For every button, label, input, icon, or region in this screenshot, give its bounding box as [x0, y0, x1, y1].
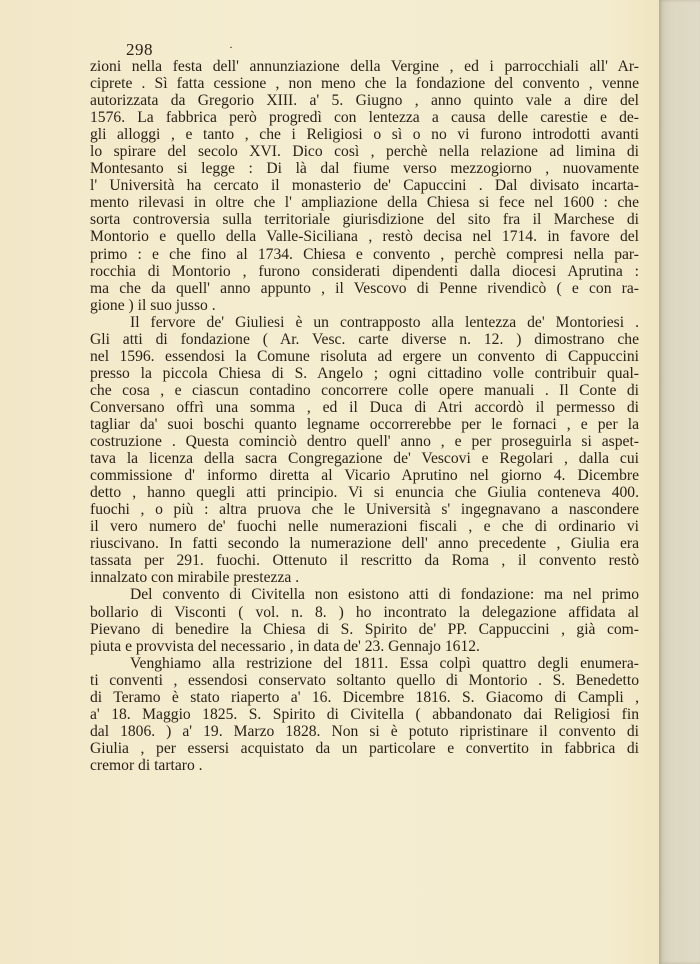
- text-line: Giulia , per essersi acquistato da un particolare e convertito in fabbrica di: [90, 739, 639, 757]
- text-line: Pievano di benedire la Chiesa di S. Spirito de' PP. Cappuccini , già com-: [90, 620, 639, 638]
- text-line: sorta controversia sulla territoriale giurisdizione del sito fra il Marchese di: [90, 211, 639, 229]
- text-line: ma che da quell' anno appunto , il Vescovo di Penne rivendicò ( e con ra-: [90, 279, 639, 297]
- text-line: di Teramo è stato riaperto a' 16. Dicembre 1816. S. Giacomo di Campli ,: [90, 688, 639, 706]
- text-line: a' 18. Maggio 1825. S. Spirito di Civitella ( abbandonato dai Religiosi fin: [90, 705, 639, 723]
- text-line: nel 1596. essendosi la Comune risoluta ad ergere un convento di Cappuccini: [90, 347, 639, 365]
- text-line: riuscivano. In fatti secondo la numerazione dell' anno precedente , Giulia era: [90, 535, 639, 553]
- ink-mark: ·: [229, 40, 233, 54]
- text-line: fuochi , o più : altra pruova che le Università s' ingegnavano a nascondere: [90, 501, 639, 519]
- text-line: autorizzata da Gregorio XIII. a' 5. Giugno , anno quinto vale a dire del: [90, 92, 639, 110]
- text-line: gione ) il suo jusso .: [90, 296, 216, 314]
- text-line: rocchia di Montorio , furono considerati dipendenti dalla diocesi Aprutina :: [90, 262, 639, 280]
- text-line: ti conventi , essendosi conservato soltanto quello di Montorio . S. Benedetto: [90, 671, 639, 689]
- text-line: piuta e provvista del necessario , in data de' 23. Gennajo 1612.: [90, 637, 480, 655]
- text-line: costruzione . Questa cominciò dentro quell' anno , e per proseguirla si aspet-: [90, 433, 639, 451]
- text-line: tava la licenza della sacra Congregazione de' Vescovi e Regolari , dalla cui: [90, 450, 639, 468]
- text-line: commissione d' informo diretta al Vicario Aprutino nel giorno 4. Dicembre: [90, 467, 639, 485]
- text-line: zioni nella festa dell' annunziazione della Vergine , ed i parrocchiali all' Ar-: [90, 58, 639, 75]
- text-line: Gli atti di fondazione ( Ar. Vesc. carte diverse n. 12. ) dimostrano che: [90, 330, 639, 348]
- paragraph-start: Venghiamo alla restrizione del 1811. Essa colpì quattro degli enumera-: [130, 654, 639, 672]
- text-line: tassata per 291. fuochi. Ottenuto il rescritto da Roma , il convento restò: [90, 552, 639, 570]
- text-line: Montesanto si legge : Di là dal fiume verso mezzogiorno , nuovamente: [90, 160, 639, 178]
- text-line: primo : e che fino al 1734. Chiesa e convento , perchè compresi nella par-: [90, 245, 639, 263]
- text-line: gli alloggi , e tanto , che i Religiosi o sì o no vi furono introdotti avanti: [90, 126, 639, 144]
- text-line: il vero numero de' fuochi nelle numerazioni fiscali , e che di ordinario vi: [90, 518, 639, 536]
- page-number: 298: [126, 40, 153, 59]
- text-line: mento rilevasi in oltre che l' ampliazione della Chiesa si fece nel 1600 : che: [90, 194, 639, 212]
- text-line: bollario di Visconti ( vol. n. 8. ) ho incontrato la delegazione affidata al: [90, 603, 639, 621]
- text-line: lo spirare del secolo XVI. Dico così , perchè nella relazione ad limina di: [90, 143, 639, 161]
- text-line: Montorio e quello della Valle-Siciliana , restò decisa nel 1714. in favore del: [90, 228, 639, 246]
- text-line: che cosa , e ciascun contadino concorrere colle opere manuali . Il Conte di: [90, 381, 639, 399]
- paragraph-start: Il fervore de' Giuliesi è un contrapposto alla lentezza de' Montoriesi .: [130, 313, 639, 331]
- text-line: dal 1806. ) a' 19. Marzo 1828. Non si è potuto ripristinare il convento di: [90, 722, 639, 740]
- body-text: [90, 58, 639, 774]
- text-line: innalzato con mirabile prestezza .: [90, 569, 300, 587]
- text-line: ciprete . Sì fatta cessione , non meno che la fondazione del convento , venne: [90, 75, 639, 93]
- text-line: presso la piccola Chiesa di S. Angelo ; ogni cittadino volle contribuir qual-: [90, 364, 639, 382]
- text-line: Conversano offrì una somma , ed il Duca di Atri accordò il permesso di: [90, 398, 639, 416]
- text-line: detto , hanno quegli atti principio. Vi si enuncia che Giulia conteneva 400.: [90, 484, 639, 502]
- text-line: cremor di tartaro .: [90, 756, 203, 774]
- text-line: tagliar da' suoi boschi quanto legname occorrerebbe per le fornaci , e per la: [90, 415, 639, 433]
- paragraph-start: Del convento di Civitella non esistono atti di fondazione: ma nel primo: [130, 586, 639, 604]
- page-edge: [659, 0, 700, 964]
- text-line: l' Università ha cercato il monasterio de' Capuccini . Dal divisato incarta-: [90, 177, 639, 195]
- text-line: 1576. La fabbrica però progredì con lentezza a causa delle carestie e de-: [90, 109, 639, 127]
